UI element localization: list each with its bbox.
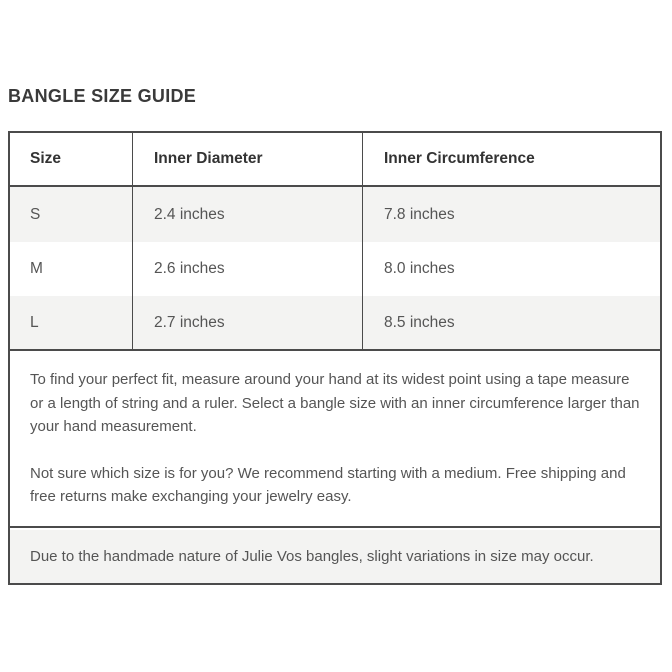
circumference-cell: 7.8 inches xyxy=(362,187,660,242)
header-inner-circumference: Inner Circumference xyxy=(362,133,660,185)
size-cell: L xyxy=(30,313,39,331)
circumference-cell: 8.0 inches xyxy=(362,242,660,296)
size-cell: M xyxy=(30,260,43,277)
table-row xyxy=(10,187,660,242)
table-row xyxy=(10,242,660,296)
table-header-row xyxy=(10,133,660,187)
diameter-cell: 2.7 inches xyxy=(132,296,362,349)
page-title: BANGLE SIZE GUIDE xyxy=(8,86,197,106)
circumference-cell: 8.5 inches xyxy=(362,296,660,349)
header-inner-diameter: Inner Diameter xyxy=(132,133,362,185)
size-cell: S xyxy=(30,205,41,223)
header-size: Size xyxy=(30,150,62,167)
table-row xyxy=(10,296,660,351)
fit-instructions-text: To find your perfect fit, measure around your hand at its widest point using a tape measure or a length of string and a ruler. Select a bangle size with an inner circumference larger than your hand measurement. xyxy=(30,371,640,435)
diameter-cell: 2.4 inches xyxy=(132,187,362,242)
fit-notes xyxy=(10,353,660,528)
recommendation-text: Not sure which size is for you? We recommend starting with a medium. Free shipping and free returns make exchanging your jewelry easy. xyxy=(30,464,626,505)
size-guide-table xyxy=(8,131,662,585)
diameter-cell: 2.6 inches xyxy=(132,242,362,296)
disclaimer-text: Due to the handmade nature of Julie Vos bangles, slight variations in size may occur. xyxy=(10,530,660,583)
